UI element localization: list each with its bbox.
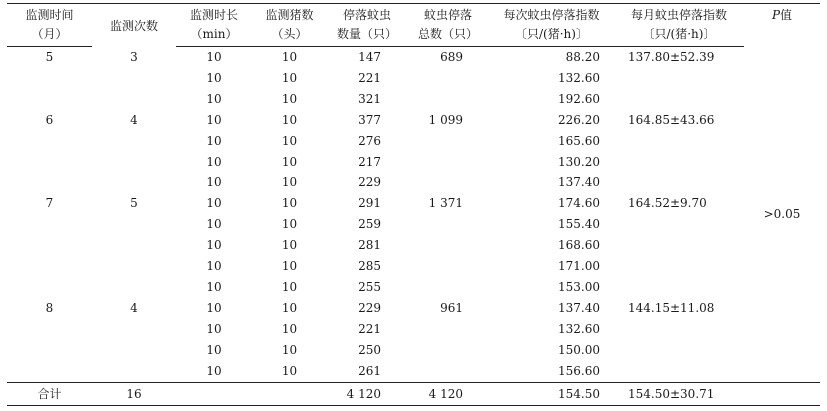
- pigs-cell: 10: [281, 217, 298, 232]
- month-cell: 5: [45, 50, 54, 64]
- index-cell: 150.00: [558, 342, 600, 357]
- header-month: 监测时间: [7, 4, 92, 26]
- times-cell: 4: [130, 112, 138, 127]
- count-cell: 147: [358, 50, 381, 64]
- header-month-index-unit: 〔只/(猪·h)〕: [614, 25, 744, 47]
- pigs-cell: 10: [281, 175, 298, 190]
- table-row: [7, 152, 820, 173]
- table-row: [7, 298, 820, 319]
- duration-cell: 10: [206, 259, 222, 274]
- duration-cell: 10: [206, 133, 222, 148]
- duration-cell: 10: [206, 363, 222, 378]
- pigs-cell: 10: [281, 279, 298, 294]
- header-month-unit: （月）: [7, 25, 92, 47]
- total-cell: 1 371: [428, 196, 463, 211]
- pigs-cell: 10: [281, 91, 298, 106]
- times-cell: 4: [130, 300, 138, 315]
- pigs-cell: 10: [281, 133, 298, 148]
- count-cell: 221: [358, 321, 381, 336]
- index-cell: 192.60: [558, 91, 600, 106]
- duration-cell: 10: [206, 196, 222, 211]
- pigs-cell: 10: [281, 50, 298, 64]
- header-per-index: 每次蚊虫停落指数: [489, 4, 614, 26]
- index-cell: 171.00: [558, 259, 600, 274]
- count-cell: 229: [358, 300, 381, 315]
- header-month-index: 每月蚊虫停落指数: [614, 4, 744, 26]
- pigs-cell: 10: [281, 342, 298, 357]
- header-p-value: P值: [744, 4, 820, 47]
- count-cell: 217: [358, 154, 381, 169]
- duration-cell: 10: [206, 91, 222, 106]
- pigs-cell: 10: [281, 363, 298, 378]
- index-cell: 155.40: [558, 217, 600, 232]
- pigs-cell: 10: [281, 70, 298, 85]
- count-cell: 259: [358, 217, 381, 232]
- table-row: [7, 193, 820, 214]
- table-row: [7, 361, 820, 382]
- header-mosq-count: 停落蚊虫: [327, 4, 407, 26]
- month-index-cell: 144.15±11.08: [628, 300, 715, 315]
- index-cell: 156.60: [558, 363, 600, 378]
- duration-cell: 10: [206, 321, 222, 336]
- index-cell: 153.00: [558, 279, 600, 294]
- table-row: [7, 340, 820, 361]
- header-pigs: 监测猪数: [252, 4, 327, 26]
- mosquito-landing-table: [7, 3, 820, 406]
- table-row: [7, 319, 820, 340]
- table-row: [7, 277, 820, 298]
- month-cell: 7: [45, 196, 54, 211]
- duration-cell: 10: [206, 300, 222, 315]
- total-index: 154.50: [489, 382, 614, 405]
- count-cell: 291: [358, 196, 381, 211]
- total-cell: 1 099: [428, 112, 463, 127]
- total-total: 4 120: [407, 382, 489, 405]
- duration-cell: 10: [206, 238, 222, 253]
- table-row: [7, 47, 820, 68]
- p-value-cell: >0.05: [763, 206, 801, 221]
- index-cell: 132.60: [558, 321, 600, 336]
- pigs-cell: 10: [281, 321, 298, 336]
- header-mosq-total-unit: 总数（只）: [407, 25, 489, 47]
- duration-cell: 10: [206, 342, 222, 357]
- index-cell: 137.40: [558, 300, 600, 315]
- count-cell: 377: [358, 112, 381, 127]
- count-cell: 229: [358, 175, 381, 190]
- count-cell: 321: [358, 91, 381, 106]
- table-row: [7, 110, 820, 131]
- count-cell: 221: [358, 70, 381, 85]
- table-row: [7, 131, 820, 152]
- table-row: [7, 172, 820, 193]
- pigs-cell: 10: [281, 112, 298, 127]
- header-mosq-total: 蚊虫停落: [407, 4, 489, 26]
- total-cell: 689: [440, 50, 463, 64]
- month-index-cell: 164.85±43.66: [628, 112, 715, 127]
- header-count: 监测次数: [92, 4, 176, 47]
- header-row-1: [7, 4, 820, 26]
- index-cell: 88.20: [565, 50, 600, 64]
- table-row: [7, 68, 820, 89]
- header-duration-unit: （min）: [176, 25, 252, 47]
- table-row: [7, 214, 820, 235]
- count-cell: 255: [358, 279, 381, 294]
- index-cell: 168.60: [558, 238, 600, 253]
- header-mosq-count-unit: 数量（只）: [327, 25, 407, 47]
- total-row: [7, 382, 820, 405]
- index-cell: 137.40: [558, 175, 600, 190]
- index-cell: 132.60: [558, 70, 600, 85]
- month-index-cell: 164.52±9.70: [628, 196, 707, 211]
- pigs-cell: 10: [281, 238, 298, 253]
- table-row: [7, 256, 820, 277]
- pigs-cell: 10: [281, 259, 298, 274]
- total-month-index: 154.50±30.71: [614, 382, 744, 405]
- duration-cell: 10: [206, 154, 222, 169]
- table-row: [7, 89, 820, 110]
- month-cell: 6: [45, 112, 54, 127]
- times-cell: 5: [130, 196, 138, 211]
- pigs-cell: 10: [281, 300, 298, 315]
- index-cell: 174.60: [558, 196, 600, 211]
- month-index-cell: 137.80±52.39: [628, 50, 715, 64]
- duration-cell: 10: [206, 175, 222, 190]
- month-cell: 8: [45, 300, 54, 315]
- pigs-cell: 10: [281, 196, 298, 211]
- count-cell: 261: [358, 363, 381, 378]
- times-cell: 3: [130, 49, 138, 64]
- index-cell: 130.20: [558, 154, 600, 169]
- header-pigs-unit: （头）: [252, 25, 327, 47]
- total-label: 合计: [7, 382, 92, 405]
- index-cell: 226.20: [558, 112, 600, 127]
- index-cell: 165.60: [558, 133, 600, 148]
- duration-cell: 10: [206, 217, 222, 232]
- duration-cell: 10: [206, 50, 222, 64]
- header-duration: 监测时长: [176, 4, 252, 26]
- count-cell: 276: [358, 133, 381, 148]
- total-times: 16: [92, 382, 176, 405]
- total-count: 4 120: [327, 382, 407, 405]
- duration-cell: 10: [206, 70, 222, 85]
- count-cell: 281: [358, 238, 381, 253]
- count-cell: 250: [358, 342, 381, 357]
- count-cell: 285: [358, 259, 381, 274]
- header-per-index-unit: 〔只/(猪·h)〕: [489, 25, 614, 47]
- duration-cell: 10: [206, 112, 222, 127]
- duration-cell: 10: [206, 279, 222, 294]
- pigs-cell: 10: [281, 154, 298, 169]
- total-cell: 961: [440, 300, 463, 315]
- table-row: [7, 235, 820, 256]
